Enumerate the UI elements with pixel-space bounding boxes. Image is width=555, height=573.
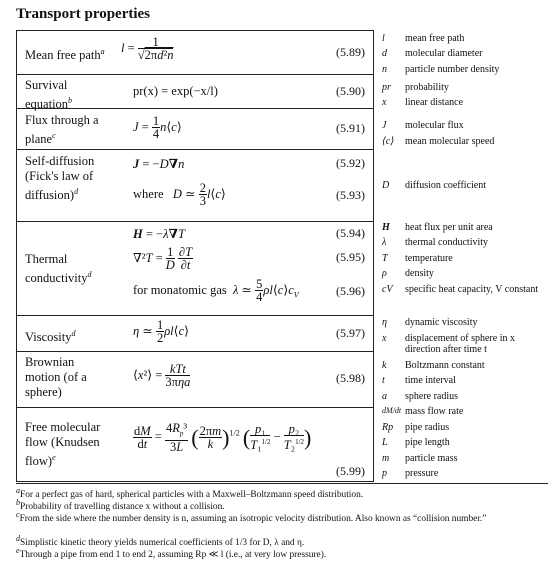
symbol: a xyxy=(382,391,387,402)
symbol-description: molecular diameter xyxy=(405,48,483,59)
symbol-description: molecular flux xyxy=(405,120,464,131)
footnote: cFrom the side where the number density is n, assuming an isotropic velocity distribution. Also known as “collision number.” xyxy=(16,510,487,525)
symbol-description: heat flux per unit area xyxy=(405,222,493,233)
row-name: Thermal conductivity$^d$ xyxy=(25,252,92,286)
row-name: Survival equation$^b$ xyxy=(25,78,73,112)
symbol-description: particle mass xyxy=(405,453,458,464)
symbol-description: specific heat capacity, V constant xyxy=(405,284,539,295)
page-title: Transport properties xyxy=(16,6,151,22)
symbol: ⟨c⟩ xyxy=(382,136,395,147)
symbol-description: pressure xyxy=(405,468,439,479)
symbol: η xyxy=(382,317,387,328)
symbol-description: mean free path xyxy=(405,33,465,44)
equation-5-99: $\frac{dM}{dt}$ = $\frac{4R_p^3}{3L}$ ( $\frac{2\pi m}{k}$ )$^{1/2}$ ( $\frac{\text{p₁}}{T_1^{1/2}}$ − $\frac{\text{p₂}}{T_2^{1/2}}$ ) xyxy=(134,421,312,454)
row-name: Brownian motion (of a sphere) xyxy=(25,355,87,399)
equation-5-96: for monatomic gas λ ≃ $\frac{5}{4}$ $\rho l⟨c⟩c_V$ xyxy=(133,277,299,304)
symbol: d xyxy=(382,48,387,59)
equation-5-90: pr(x) = exp(−x/l) xyxy=(133,84,218,98)
equation-number: (5.89) xyxy=(336,45,365,59)
symbol: k xyxy=(382,360,387,371)
symbol: t xyxy=(382,375,385,386)
equation-5-98: ⟨x²⟩ = $\frac{\text{kTt}}{\text{3πηa}}$ xyxy=(133,362,191,389)
row-name: Self-diffusion (Fick's law of diffusion)$^d$ xyxy=(25,154,95,203)
row-brownian-motion xyxy=(17,351,373,407)
symbol: J xyxy=(382,120,387,131)
row-thermal-conductivity xyxy=(17,221,373,315)
symbol-description: Boltzmann constant xyxy=(405,360,485,371)
row-mean-free-path xyxy=(17,31,373,74)
symbol-description: pipe length xyxy=(405,437,450,448)
symbol: T xyxy=(382,253,388,264)
equation-5-97: η ≃ $\frac{1}{2}$ ρl⟨c⟩ xyxy=(133,318,190,345)
equation-number: (5.91) xyxy=(336,121,365,135)
row-name: Free molecular flow (Knudsen flow)$^e$ xyxy=(25,420,101,469)
row-viscosity xyxy=(17,315,373,351)
row-name: Viscosity$^d$ xyxy=(25,329,76,345)
row-name: Mean free path$^a$ xyxy=(25,47,105,63)
row-name: Flux through a plane$^c$ xyxy=(25,113,99,147)
equation-number: (5.98) xyxy=(336,371,365,385)
equation-5-94: H = −λ∇T xyxy=(133,227,185,241)
footnote: aFor a perfect gas of hard, spherical particles with a Maxwell–Boltzmann speed distribution. xyxy=(16,486,364,501)
footnote: bProbability of travelling distance x without a collision. xyxy=(16,498,225,513)
symbol: dM/dt xyxy=(382,406,402,415)
equation-number: (5.99) xyxy=(336,464,365,478)
symbol: H xyxy=(382,222,390,233)
symbol-description: mass flow rate xyxy=(405,406,464,417)
symbol-description: sphere radius xyxy=(405,391,459,402)
equation-number: (5.90) xyxy=(336,84,365,98)
symbol-description: dynamic viscosity xyxy=(405,317,478,328)
symbol-description: pipe radius xyxy=(405,422,450,433)
equation-number: (5.94) xyxy=(336,226,365,240)
symbol-description: time interval xyxy=(405,375,456,386)
symbol-description: diffusion coefficient xyxy=(405,180,486,191)
symbol-description: density xyxy=(405,268,434,279)
formula-table xyxy=(16,30,374,482)
equation-5-95: ∇²T = $\frac{1}{D}$ $\frac{\partial T}{\partial t}$ xyxy=(133,245,193,272)
row-self-diffusion xyxy=(17,149,373,221)
symbol: m xyxy=(382,453,390,464)
equation-5-92: J = −D∇n xyxy=(133,157,185,171)
equation-5-89: l = $\frac{1}{\text{√2πd²n}}$ xyxy=(121,35,174,62)
symbol: Rp xyxy=(382,422,394,433)
symbol: n xyxy=(382,64,387,75)
footnote: eThrough a pipe from end 1 to end 2, assuming Rp ≪ l (i.e., at very low pressure). xyxy=(16,546,327,561)
symbol: L xyxy=(382,437,388,448)
equation-5-91: J = $\frac{1}{4}$ n⟨c⟩ xyxy=(133,114,182,141)
footnote: dSimplistic kinetic theory yields numerical coefficients of 1/3 for D, λ and η. xyxy=(16,534,305,549)
symbol: D xyxy=(382,180,390,191)
footnote-divider xyxy=(16,483,548,484)
symbol-description: temperature xyxy=(405,253,453,264)
symbol: x xyxy=(382,97,387,108)
row-flux-through-plane xyxy=(17,108,373,149)
symbol-description: linear distance xyxy=(405,97,464,108)
symbol: x xyxy=(382,333,387,344)
equation-number: (5.93) xyxy=(336,188,365,202)
symbol: l xyxy=(382,33,385,44)
symbol: λ xyxy=(382,237,387,248)
symbol-description: particle number density xyxy=(405,64,500,75)
symbol-description: thermal conductivity xyxy=(405,237,489,248)
equation-number: (5.95) xyxy=(336,250,365,264)
equation-number: (5.96) xyxy=(336,284,365,298)
row-survival-equation xyxy=(17,74,373,112)
row-free-molecular-flow xyxy=(17,407,373,481)
symbol-description: displacement of sphere in x direction after time t xyxy=(405,333,515,355)
equation-number: (5.92) xyxy=(336,156,365,170)
symbol-description: mean molecular speed xyxy=(405,136,495,147)
symbol-description: probability xyxy=(405,82,449,93)
symbol: p xyxy=(382,468,387,479)
equation-5-93: where D ≃ $\frac{2}{3}$ l⟨c⟩ xyxy=(133,181,226,208)
symbol: ρ xyxy=(382,268,387,279)
symbol: cV xyxy=(382,284,393,295)
symbol: pr xyxy=(382,82,391,93)
equation-number: (5.97) xyxy=(336,326,365,340)
